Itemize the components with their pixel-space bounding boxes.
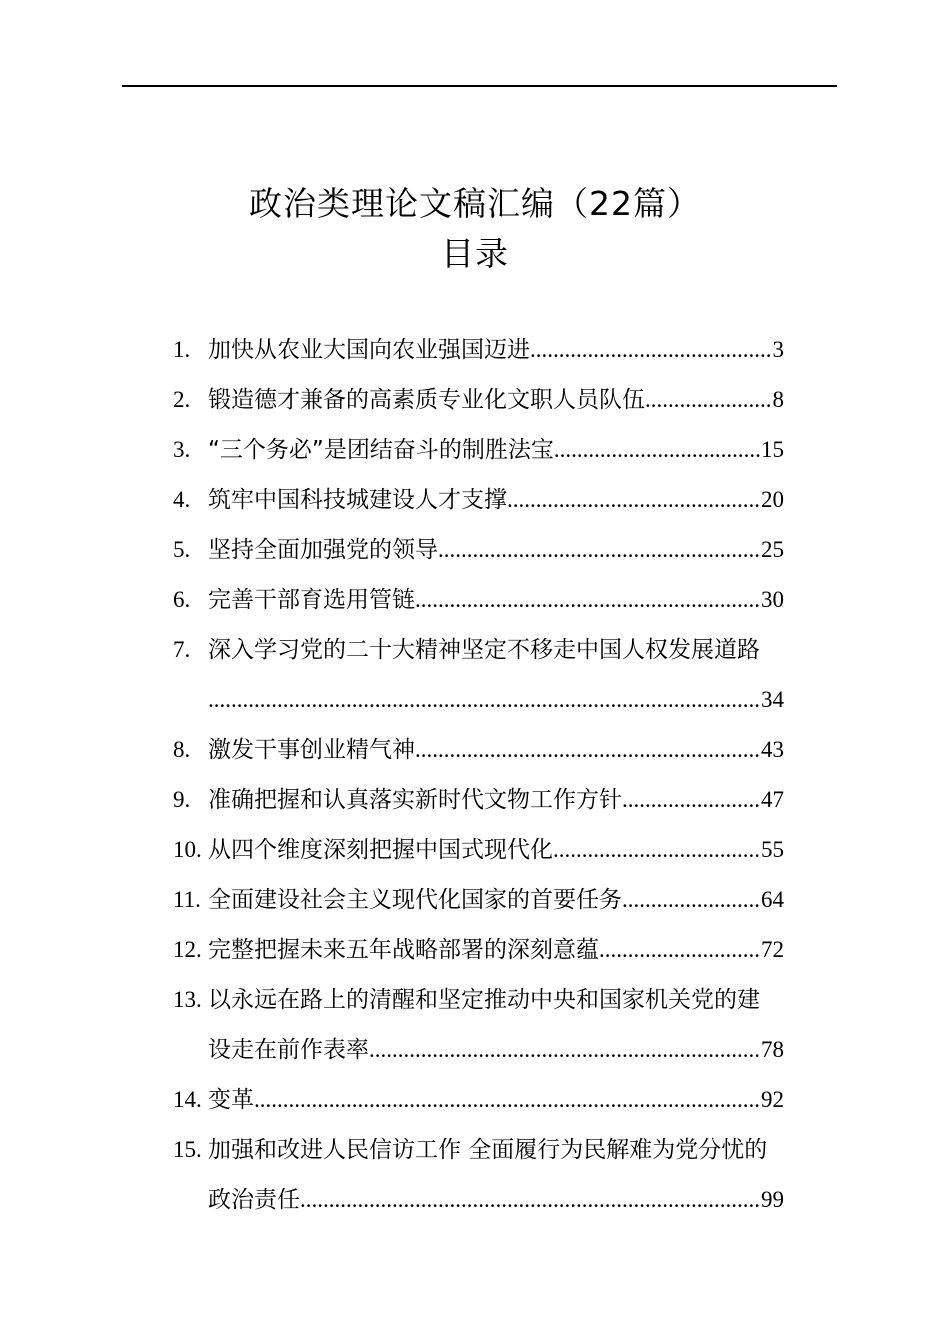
toc-entry-number: 7. [173, 637, 191, 662]
toc-entry-page: 47 [761, 787, 784, 812]
toc-entry-title: 准确把握和认真落实新时代文物工作方针 [208, 787, 622, 813]
toc-entry-page: 99 [761, 1187, 784, 1212]
toc-entry[interactable] [173, 725, 833, 775]
toc-entry[interactable] [173, 1125, 833, 1225]
toc-entry-title: 变革 [208, 1087, 254, 1113]
toc-entry[interactable] [173, 425, 833, 475]
toc-leader-dots [254, 1075, 761, 1125]
toc-entry-page: 55 [761, 837, 784, 862]
toc-heading: 目录 [441, 234, 509, 273]
toc-entry-title: 从四个维度深刻把握中国式现代化 [208, 837, 553, 863]
toc-entry[interactable] [173, 825, 833, 875]
toc-entry-page: 34 [761, 687, 784, 712]
toc-leader-dots [369, 1025, 761, 1075]
toc-entry-number: 11. [173, 887, 201, 912]
toc-entry[interactable] [173, 775, 833, 825]
toc-entry-page: 8 [772, 387, 784, 412]
toc-entry-number: 12. [173, 937, 202, 962]
toc-leader-dots [208, 675, 761, 725]
toc-entry-page: 43 [761, 737, 784, 762]
toc-entry-number: 10. [173, 837, 202, 862]
toc-entry-page: 20 [761, 487, 784, 512]
toc-leader-dots [300, 1175, 761, 1225]
toc-leader-dots [415, 725, 761, 775]
toc-entry-number: 1. [173, 337, 191, 362]
toc-leader-dots [553, 825, 761, 875]
toc-leader-dots [599, 925, 761, 975]
toc-leader-dots [622, 775, 761, 825]
toc-entry[interactable] [173, 575, 833, 625]
toc-leader-dots [507, 475, 761, 525]
toc-entry[interactable] [173, 475, 833, 525]
toc-entry-title: 加快从农业大国向农业强国迈进 [208, 337, 530, 363]
toc-entry-page: 64 [761, 887, 784, 912]
toc-leader-dots [645, 375, 773, 425]
toc-entry-title: 深入学习党的二十大精神坚定不移走中国人权发展道路 [208, 637, 760, 663]
toc-leader-dots [415, 575, 761, 625]
toc-entry-title: 全面建设社会主义现代化国家的首要任务 [208, 887, 622, 913]
toc-entry-page: 3 [772, 337, 784, 362]
toc-entry-number: 8. [173, 737, 191, 762]
toc-entry-number: 6. [173, 587, 191, 612]
toc-entry-title: 完善干部育选用管链 [208, 587, 415, 613]
toc-entry-title: 筑牢中国科技城建设人才支撑 [208, 487, 507, 513]
toc-entry-number: 2. [173, 387, 191, 412]
toc-leader-dots [530, 325, 773, 375]
toc-entry-number: 14. [173, 1087, 202, 1112]
toc-entry[interactable] [173, 925, 833, 975]
toc-leader-dots [438, 525, 761, 575]
toc-entry-title-cont: 政治责任 [208, 1187, 300, 1213]
toc-entry-page: 15 [761, 437, 784, 462]
toc-entry-title-cont: 设走在前作表率 [208, 1037, 369, 1063]
toc-entry-page: 72 [761, 937, 784, 962]
table-of-contents [173, 325, 833, 1225]
toc-entry-number: 15. [173, 1137, 202, 1162]
toc-entry-page: 78 [761, 1037, 784, 1062]
toc-entry-number: 9. [173, 787, 191, 812]
toc-entry-page: 92 [761, 1087, 784, 1112]
document-title: 政治类理论文稿汇编（22篇） [249, 184, 701, 223]
toc-entry[interactable] [173, 525, 833, 575]
toc-entry-title: 坚持全面加强党的领导 [208, 537, 438, 563]
toc-entry[interactable] [173, 875, 833, 925]
toc-entry-title: 锻造德才兼备的高素质专业化文职人员队伍 [208, 387, 645, 413]
toc-entry[interactable] [173, 975, 833, 1075]
toc-entry[interactable] [173, 325, 833, 375]
toc-entry-title: “三个务必”是团结奋斗的制胜法宝 [208, 437, 554, 463]
header-rule [122, 85, 837, 87]
toc-entry[interactable] [173, 375, 833, 425]
toc-entry-title: 加强和改进人民信访工作 全面履行为民解难为党分忧的 [208, 1137, 768, 1163]
toc-entry-title: 以永远在路上的清醒和坚定推动中央和国家机关党的建 [208, 987, 760, 1013]
toc-entry-number: 5. [173, 537, 191, 562]
toc-leader-dots [554, 425, 761, 475]
toc-entry-number: 3. [173, 437, 191, 462]
toc-entry-number: 4. [173, 487, 191, 512]
toc-entry-page: 25 [761, 537, 784, 562]
toc-entry[interactable] [173, 1075, 833, 1125]
toc-entry[interactable] [173, 625, 833, 725]
toc-entry-title: 激发干事创业精气神 [208, 737, 415, 763]
toc-entry-page: 30 [761, 587, 784, 612]
toc-leader-dots [622, 875, 761, 925]
toc-entry-number: 13. [173, 987, 202, 1012]
toc-entry-title: 完整把握未来五年战略部署的深刻意蕴 [208, 937, 599, 963]
